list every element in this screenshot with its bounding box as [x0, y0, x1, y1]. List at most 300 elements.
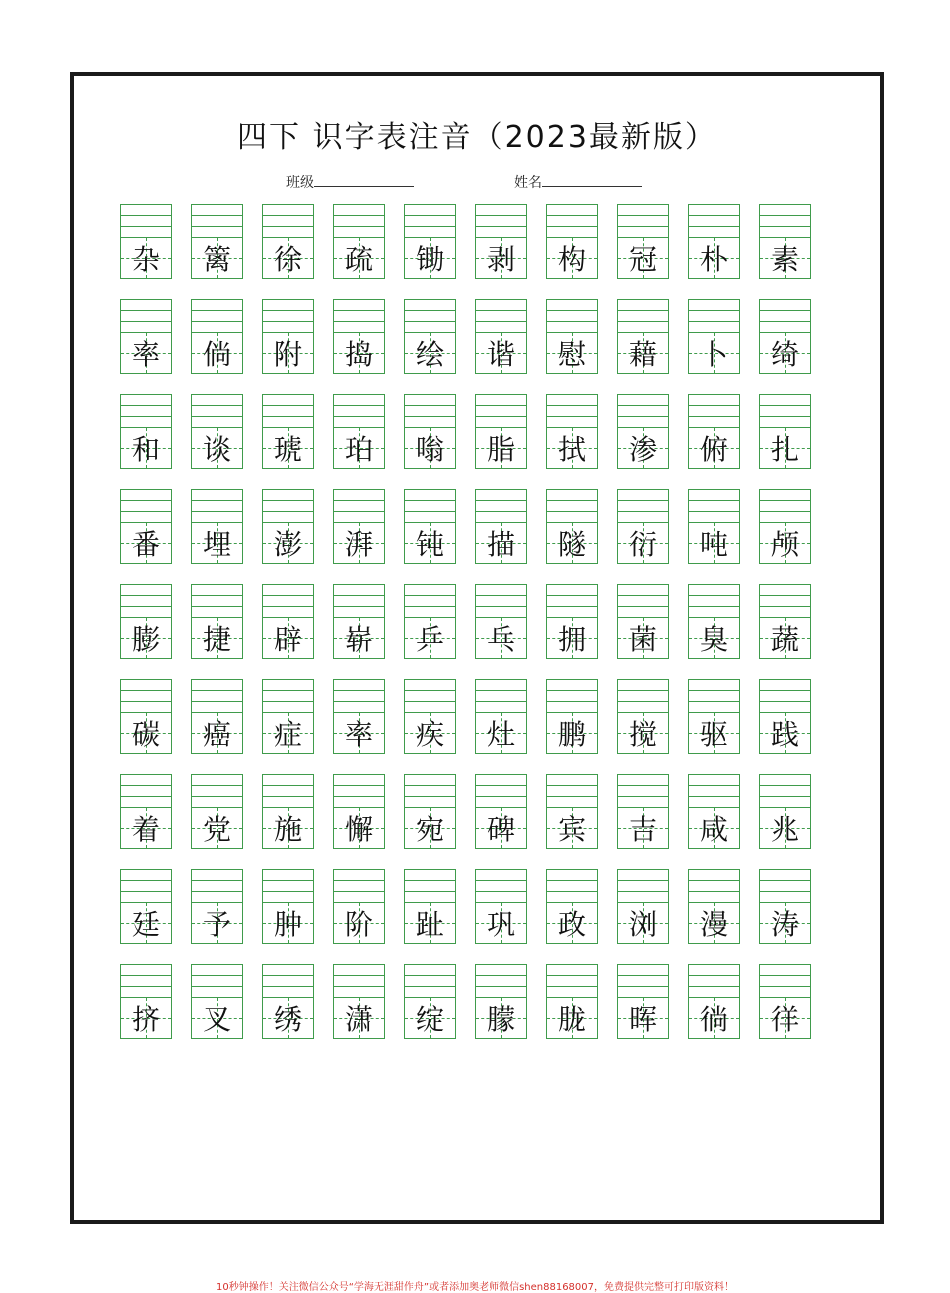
pinyin-lines [120, 869, 172, 903]
pinyin-lines [617, 489, 669, 523]
tian-grid-box [688, 427, 740, 469]
character: 附 [273, 338, 302, 371]
pinyin-lines [617, 394, 669, 428]
character: 俯 [699, 433, 728, 466]
character: 鹏 [557, 718, 586, 751]
pinyin-lines [120, 964, 172, 998]
pinyin-lines [404, 679, 456, 713]
character: 症 [273, 718, 302, 751]
pinyin-lines [333, 869, 385, 903]
pinyin-lines [759, 679, 811, 713]
worksheet-frame [70, 72, 884, 1224]
pinyin-lines [546, 964, 598, 998]
tian-grid-box [262, 712, 314, 754]
tian-grid-box [404, 522, 456, 564]
tian-grid-box [688, 997, 740, 1039]
character-cell [617, 204, 669, 279]
character-cell [546, 964, 598, 1039]
character-cell [404, 964, 456, 1039]
pinyin-lines [333, 204, 385, 238]
character-cell [404, 489, 456, 564]
character: 篱 [202, 243, 231, 276]
pinyin-lines [688, 964, 740, 998]
character-cell [120, 679, 172, 754]
pinyin-lines [120, 584, 172, 618]
tian-grid-box [688, 522, 740, 564]
character-cell [688, 489, 740, 564]
tian-grid-box [759, 237, 811, 279]
pinyin-lines [120, 679, 172, 713]
character: 杂 [131, 243, 160, 276]
tian-grid-box [759, 997, 811, 1039]
tian-grid-box [333, 237, 385, 279]
pinyin-lines [262, 869, 314, 903]
tian-grid-box [333, 902, 385, 944]
pinyin-lines [191, 394, 243, 428]
character-cell [120, 299, 172, 374]
character-cell [546, 204, 598, 279]
tian-grid-box [688, 617, 740, 659]
pinyin-lines [688, 204, 740, 238]
tian-grid-box [688, 807, 740, 849]
pinyin-lines [262, 679, 314, 713]
tian-grid-box [759, 902, 811, 944]
tian-grid-box [120, 332, 172, 374]
pinyin-lines [262, 299, 314, 333]
character: 捷 [202, 623, 231, 656]
pinyin-lines [262, 394, 314, 428]
character: 懈 [344, 813, 373, 846]
character-cell [404, 774, 456, 849]
tian-grid-box [191, 997, 243, 1039]
pinyin-lines [404, 299, 456, 333]
pinyin-lines [404, 204, 456, 238]
character: 涛 [770, 908, 799, 941]
pinyin-lines [546, 869, 598, 903]
character: 咸 [699, 813, 728, 846]
character: 扎 [770, 433, 799, 466]
character-cell [617, 679, 669, 754]
pinyin-lines [688, 679, 740, 713]
pinyin-lines [475, 204, 527, 238]
character-cell [617, 869, 669, 944]
character-cell [475, 394, 527, 469]
character: 慰 [557, 338, 586, 371]
character: 宛 [415, 813, 444, 846]
tian-grid-box [759, 617, 811, 659]
tian-grid-box [262, 617, 314, 659]
tian-grid-box [191, 332, 243, 374]
tian-grid-box [475, 237, 527, 279]
tian-grid-box [617, 427, 669, 469]
character-cell [688, 774, 740, 849]
tian-grid-box [404, 237, 456, 279]
tian-grid-box [688, 237, 740, 279]
character-cell [404, 204, 456, 279]
character-cell [120, 489, 172, 564]
character: 巩 [486, 908, 515, 941]
class-label: 班级 [286, 175, 314, 191]
character-grid [120, 204, 811, 1039]
character: 疏 [344, 243, 373, 276]
character-cell [475, 774, 527, 849]
character-cell [759, 489, 811, 564]
character: 癌 [202, 718, 231, 751]
tian-grid-box [262, 902, 314, 944]
pinyin-lines [120, 489, 172, 523]
character-cell [262, 299, 314, 374]
character: 乓 [486, 623, 515, 656]
character-cell [262, 584, 314, 659]
pinyin-lines [688, 869, 740, 903]
tian-grid-box [546, 522, 598, 564]
tian-grid-box [617, 902, 669, 944]
pinyin-lines [191, 679, 243, 713]
character: 和 [131, 433, 160, 466]
character: 菌 [628, 623, 657, 656]
tian-grid-box [191, 427, 243, 469]
tian-grid-box [404, 902, 456, 944]
character-cell [191, 489, 243, 564]
tian-grid-box [688, 332, 740, 374]
pinyin-lines [617, 774, 669, 808]
character-cell [262, 774, 314, 849]
tian-grid-box [475, 427, 527, 469]
character: 拥 [557, 623, 586, 656]
character: 乒 [415, 623, 444, 656]
pinyin-lines [191, 584, 243, 618]
tian-grid-box [404, 712, 456, 754]
character-cell [759, 299, 811, 374]
pinyin-lines [120, 774, 172, 808]
character: 脂 [486, 433, 515, 466]
pinyin-lines [759, 394, 811, 428]
character: 湃 [344, 528, 373, 561]
character-cell [475, 679, 527, 754]
character: 徉 [770, 1003, 799, 1036]
pinyin-lines [191, 204, 243, 238]
character: 嗡 [415, 433, 444, 466]
character: 膨 [131, 623, 160, 656]
tian-grid-box [333, 997, 385, 1039]
character: 疾 [415, 718, 444, 751]
character-cell [617, 299, 669, 374]
character-cell [688, 299, 740, 374]
tian-grid-box [759, 427, 811, 469]
pinyin-lines [617, 299, 669, 333]
character: 肿 [273, 908, 302, 941]
tian-grid-box [191, 522, 243, 564]
character-cell [191, 584, 243, 659]
character: 谐 [486, 338, 515, 371]
character-cell [333, 584, 385, 659]
tian-grid-box [475, 332, 527, 374]
character-cell [688, 869, 740, 944]
character-cell [475, 204, 527, 279]
pinyin-lines [617, 204, 669, 238]
class-blank [314, 172, 414, 187]
character: 晖 [628, 1003, 657, 1036]
tian-grid-box [262, 997, 314, 1039]
character: 埋 [202, 528, 231, 561]
character: 钝 [415, 528, 444, 561]
character-cell [262, 869, 314, 944]
page-title: 四下 识字表注音（2023最新版） [237, 120, 717, 155]
tian-grid-box [262, 332, 314, 374]
character-cell [688, 964, 740, 1039]
character: 珀 [344, 433, 373, 466]
pinyin-lines [191, 489, 243, 523]
character-cell [404, 584, 456, 659]
tian-grid-box [404, 427, 456, 469]
tian-grid-box [333, 427, 385, 469]
pinyin-lines [262, 774, 314, 808]
pinyin-lines [404, 774, 456, 808]
character-cell [404, 869, 456, 944]
character: 描 [486, 528, 515, 561]
character-cell [688, 394, 740, 469]
character: 崭 [344, 623, 373, 656]
pinyin-lines [475, 299, 527, 333]
tian-grid-box [475, 902, 527, 944]
pinyin-lines [333, 964, 385, 998]
character: 潇 [344, 1003, 373, 1036]
character: 浏 [628, 908, 657, 941]
name-label: 姓名 [514, 175, 542, 191]
pinyin-lines [546, 394, 598, 428]
pinyin-lines [688, 394, 740, 428]
character: 绮 [770, 338, 799, 371]
character: 辟 [273, 623, 302, 656]
character-cell [759, 394, 811, 469]
class-field [286, 172, 414, 192]
character-cell [333, 679, 385, 754]
pinyin-lines [475, 489, 527, 523]
character: 政 [557, 908, 586, 941]
pinyin-lines [759, 489, 811, 523]
character: 挤 [131, 1003, 160, 1036]
tian-grid-box [120, 997, 172, 1039]
tian-grid-box [120, 807, 172, 849]
character: 趾 [415, 908, 444, 941]
pinyin-lines [546, 489, 598, 523]
tian-grid-box [546, 332, 598, 374]
character: 蔬 [770, 623, 799, 656]
character: 徐 [273, 243, 302, 276]
tian-grid-box [617, 617, 669, 659]
pinyin-lines [404, 394, 456, 428]
pinyin-lines [546, 584, 598, 618]
character-cell [120, 774, 172, 849]
tian-grid-box [191, 617, 243, 659]
tian-grid-box [262, 522, 314, 564]
character-cell [475, 299, 527, 374]
character-cell [759, 964, 811, 1039]
character: 叉 [202, 1003, 231, 1036]
character-cell [191, 204, 243, 279]
character: 灶 [486, 718, 515, 751]
character: 隧 [557, 528, 586, 561]
tian-grid-box [333, 332, 385, 374]
character-cell [546, 299, 598, 374]
pinyin-lines [333, 774, 385, 808]
tian-grid-box [688, 902, 740, 944]
character-cell [120, 204, 172, 279]
character-cell [546, 584, 598, 659]
pinyin-lines [759, 869, 811, 903]
character-cell [262, 679, 314, 754]
character: 冠 [628, 243, 657, 276]
pinyin-lines [546, 299, 598, 333]
character-cell [475, 964, 527, 1039]
character: 番 [131, 528, 160, 561]
tian-grid-box [404, 807, 456, 849]
character-cell [546, 394, 598, 469]
tian-grid-box [191, 712, 243, 754]
pinyin-lines [120, 204, 172, 238]
character: 搅 [628, 718, 657, 751]
character-cell [333, 869, 385, 944]
character-cell [759, 869, 811, 944]
character: 锄 [415, 243, 444, 276]
pinyin-lines [191, 964, 243, 998]
character-cell [262, 204, 314, 279]
pinyin-lines [120, 394, 172, 428]
pinyin-lines [759, 204, 811, 238]
character-cell [120, 964, 172, 1039]
character: 朦 [486, 1003, 515, 1036]
character-cell [333, 489, 385, 564]
tian-grid-box [404, 997, 456, 1039]
pinyin-lines [333, 394, 385, 428]
tian-grid-box [617, 237, 669, 279]
tian-grid-box [546, 997, 598, 1039]
character: 素 [770, 243, 799, 276]
character-cell [191, 774, 243, 849]
pinyin-lines [617, 964, 669, 998]
character: 绘 [415, 338, 444, 371]
character-cell [333, 964, 385, 1039]
tian-grid-box [333, 617, 385, 659]
character-cell [546, 774, 598, 849]
character-cell [333, 394, 385, 469]
tian-grid-box [333, 807, 385, 849]
character-cell [759, 774, 811, 849]
character: 驱 [699, 718, 728, 751]
character: 剥 [486, 243, 515, 276]
tian-grid-box [475, 617, 527, 659]
character-cell [617, 964, 669, 1039]
tian-grid-box [404, 332, 456, 374]
character: 构 [557, 243, 586, 276]
tian-grid-box [120, 617, 172, 659]
pinyin-lines [333, 489, 385, 523]
pinyin-lines [404, 489, 456, 523]
character-cell [759, 204, 811, 279]
tian-grid-box [546, 427, 598, 469]
character-cell [262, 964, 314, 1039]
character-cell [191, 964, 243, 1039]
pinyin-lines [617, 679, 669, 713]
tian-grid-box [546, 617, 598, 659]
tian-grid-box [546, 902, 598, 944]
character-cell [617, 394, 669, 469]
tian-grid-box [475, 807, 527, 849]
character-cell [688, 584, 740, 659]
character: 吉 [628, 813, 657, 846]
pinyin-lines [191, 299, 243, 333]
character: 徜 [699, 1003, 728, 1036]
character-cell [191, 679, 243, 754]
character-cell [617, 489, 669, 564]
pinyin-lines [688, 584, 740, 618]
pinyin-lines [262, 489, 314, 523]
pinyin-lines [120, 299, 172, 333]
character: 衍 [628, 528, 657, 561]
tian-grid-box [617, 997, 669, 1039]
character-cell [475, 584, 527, 659]
tian-grid-box [120, 427, 172, 469]
pinyin-lines [688, 489, 740, 523]
pinyin-lines [333, 679, 385, 713]
character: 阶 [344, 908, 373, 941]
tian-grid-box [475, 522, 527, 564]
pinyin-lines [262, 204, 314, 238]
character-cell [262, 489, 314, 564]
pinyin-lines [617, 584, 669, 618]
tian-grid-box [546, 807, 598, 849]
tian-grid-box [120, 522, 172, 564]
character-cell [191, 869, 243, 944]
character: 绽 [415, 1003, 444, 1036]
tian-grid-box [120, 237, 172, 279]
character: 卜 [699, 338, 728, 371]
character-cell [546, 679, 598, 754]
pinyin-lines [333, 584, 385, 618]
pinyin-lines [475, 679, 527, 713]
character: 渗 [628, 433, 657, 466]
tian-grid-box [404, 617, 456, 659]
character: 绣 [273, 1003, 302, 1036]
character: 率 [344, 718, 373, 751]
character-cell [688, 679, 740, 754]
character: 施 [273, 813, 302, 846]
pinyin-lines [191, 869, 243, 903]
character-cell [333, 299, 385, 374]
tian-grid-box [191, 807, 243, 849]
tian-grid-box [475, 997, 527, 1039]
character-cell [759, 679, 811, 754]
character: 碳 [131, 718, 160, 751]
character-cell [475, 869, 527, 944]
character: 谈 [202, 433, 231, 466]
character: 臭 [699, 623, 728, 656]
character: 澎 [273, 528, 302, 561]
character: 党 [202, 813, 231, 846]
character: 漫 [699, 908, 728, 941]
character: 藉 [628, 338, 657, 371]
character: 胧 [557, 1003, 586, 1036]
character: 廷 [131, 908, 160, 941]
character: 拭 [557, 433, 586, 466]
character: 颅 [770, 528, 799, 561]
character: 着 [131, 813, 160, 846]
character-cell [404, 299, 456, 374]
character-cell [333, 204, 385, 279]
character-cell [617, 774, 669, 849]
character-cell [120, 869, 172, 944]
tian-grid-box [120, 712, 172, 754]
